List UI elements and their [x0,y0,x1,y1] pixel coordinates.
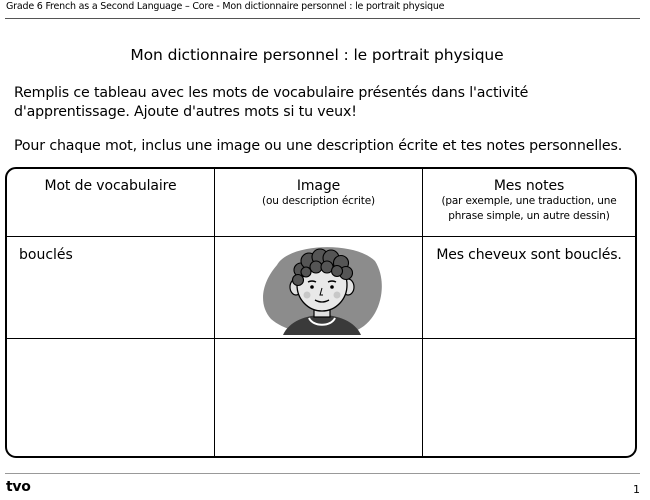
curly-haired-boy-illustration [259,243,385,335]
page-title: Mon dictionnaire personnel : le portrait physique [130,46,504,64]
note-cell[interactable] [423,339,635,456]
word-cell[interactable] [7,339,215,456]
column-title: Mot de vocabulaire [44,178,177,194]
page-number: 1 [633,483,640,496]
column-subtitle: (par exemple, une traduction, une phrase simple, un autre dessin) [441,195,617,222]
tvo-logo: tvo [6,479,31,495]
image-cell[interactable] [215,339,423,456]
vocabulary-word: bouclés [19,247,73,263]
footer-divider [5,473,640,474]
running-header: Grade 6 French as a Second Language – Core - Mon dictionnaire personnel : le portrait physique [6,1,445,12]
instruction-paragraph-1: Remplis ce tableau avec les mots de vocabulaire présentés dans l'activité d'apprentissage. Ajoute d'autres mots si tu veux! [14,85,529,120]
column-subtitle: (ou description écrite) [262,195,375,207]
header-divider [5,18,640,19]
column-header-notes [423,169,635,236]
vocabulary-table [5,167,637,458]
column-title: Image [296,178,341,194]
image-cell[interactable] [215,237,423,338]
instruction-paragraph-2: Pour chaque mot, inclus une image ou une description écrite et tes notes personnelles. [14,138,623,154]
note-cell[interactable] [423,237,635,338]
column-header-image [215,169,423,236]
table-header-row [7,169,635,237]
personal-note: Mes cheveux sont bouclés. [436,247,622,263]
column-title: Mes notes [493,178,565,194]
table-row [7,339,635,456]
column-header-word [7,169,215,236]
word-cell[interactable] [7,237,215,338]
table-row [7,237,635,339]
